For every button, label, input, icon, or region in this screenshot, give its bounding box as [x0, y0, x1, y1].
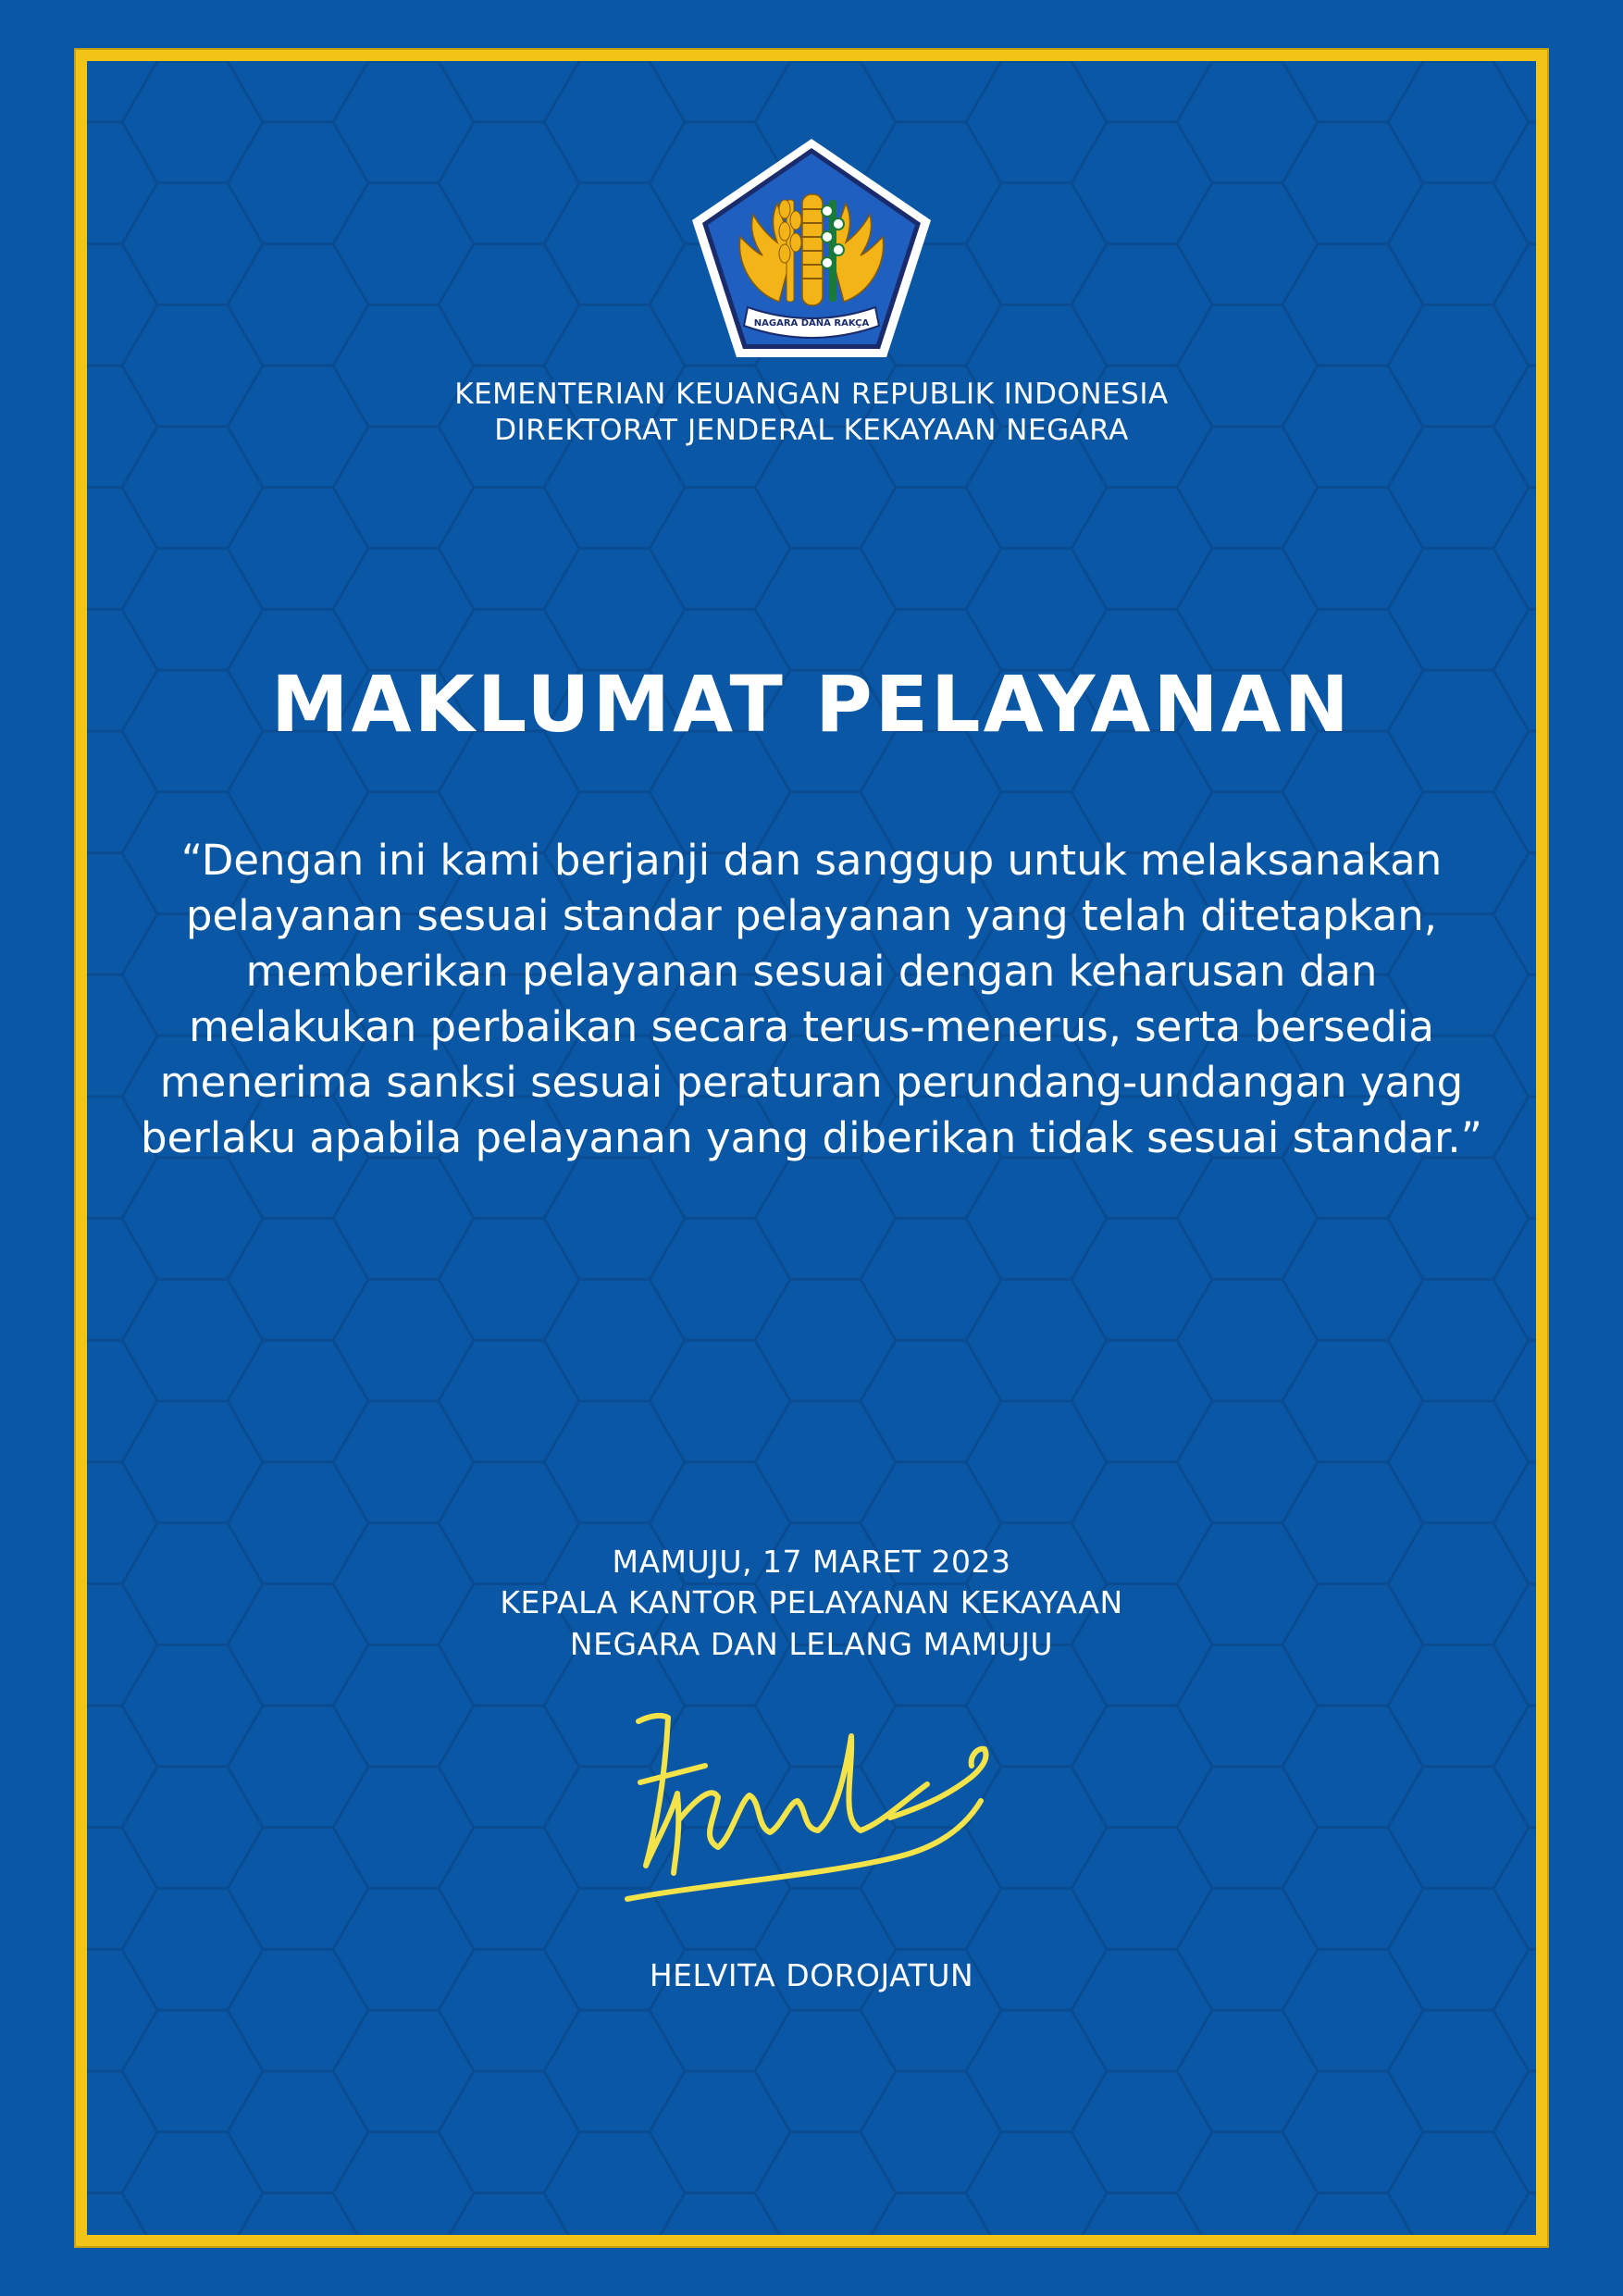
org-name-ministry: KEMENTERIAN KEUANGAN REPUBLIK INDONESIA [454, 378, 1169, 411]
pledge-line: melakukan perbaikan secara terus-menerus, serta bersedia [189, 1002, 1434, 1051]
signer-position-line: NEGARA DAN LELANG MAMUJU [569, 1626, 1054, 1662]
kemenkeu-logo-icon [688, 135, 935, 361]
signer-name: HELVITA DOROJATUN [649, 1957, 974, 1993]
pledge-line: “Dengan ini kami berjanji dan sanggup untuk melaksanakan [180, 836, 1443, 885]
pledge-line: pelayanan sesuai standar pelayanan yang telah ditetapkan, [185, 891, 1438, 940]
signer-position-line: KEPALA KANTOR PELAYANAN KEKAYAAN [500, 1584, 1123, 1620]
org-name-directorate: DIREKTORAT JENDERAL KEKAYAAN NEGARA [494, 414, 1129, 447]
pledge-line: berlaku apabila pelayanan yang diberikan tidak sesuai standar.” [141, 1113, 1482, 1162]
pledge-line: menerima sanksi sesuai peraturan perundang-undangan yang [159, 1058, 1464, 1107]
svg-text:NAGARA DANA RAKÇA: NAGARA DANA RAKÇA [753, 318, 870, 329]
pledge-line: memberikan pelayanan sesuai dengan keharusan dan [245, 947, 1378, 996]
place-date: MAMUJU, 17 MARET 2023 [612, 1544, 1011, 1580]
pledge-statement [130, 833, 1493, 1166]
signature-icon [622, 1708, 1059, 1912]
page-title: MAKLUMAT PELAYANAN [271, 659, 1352, 750]
